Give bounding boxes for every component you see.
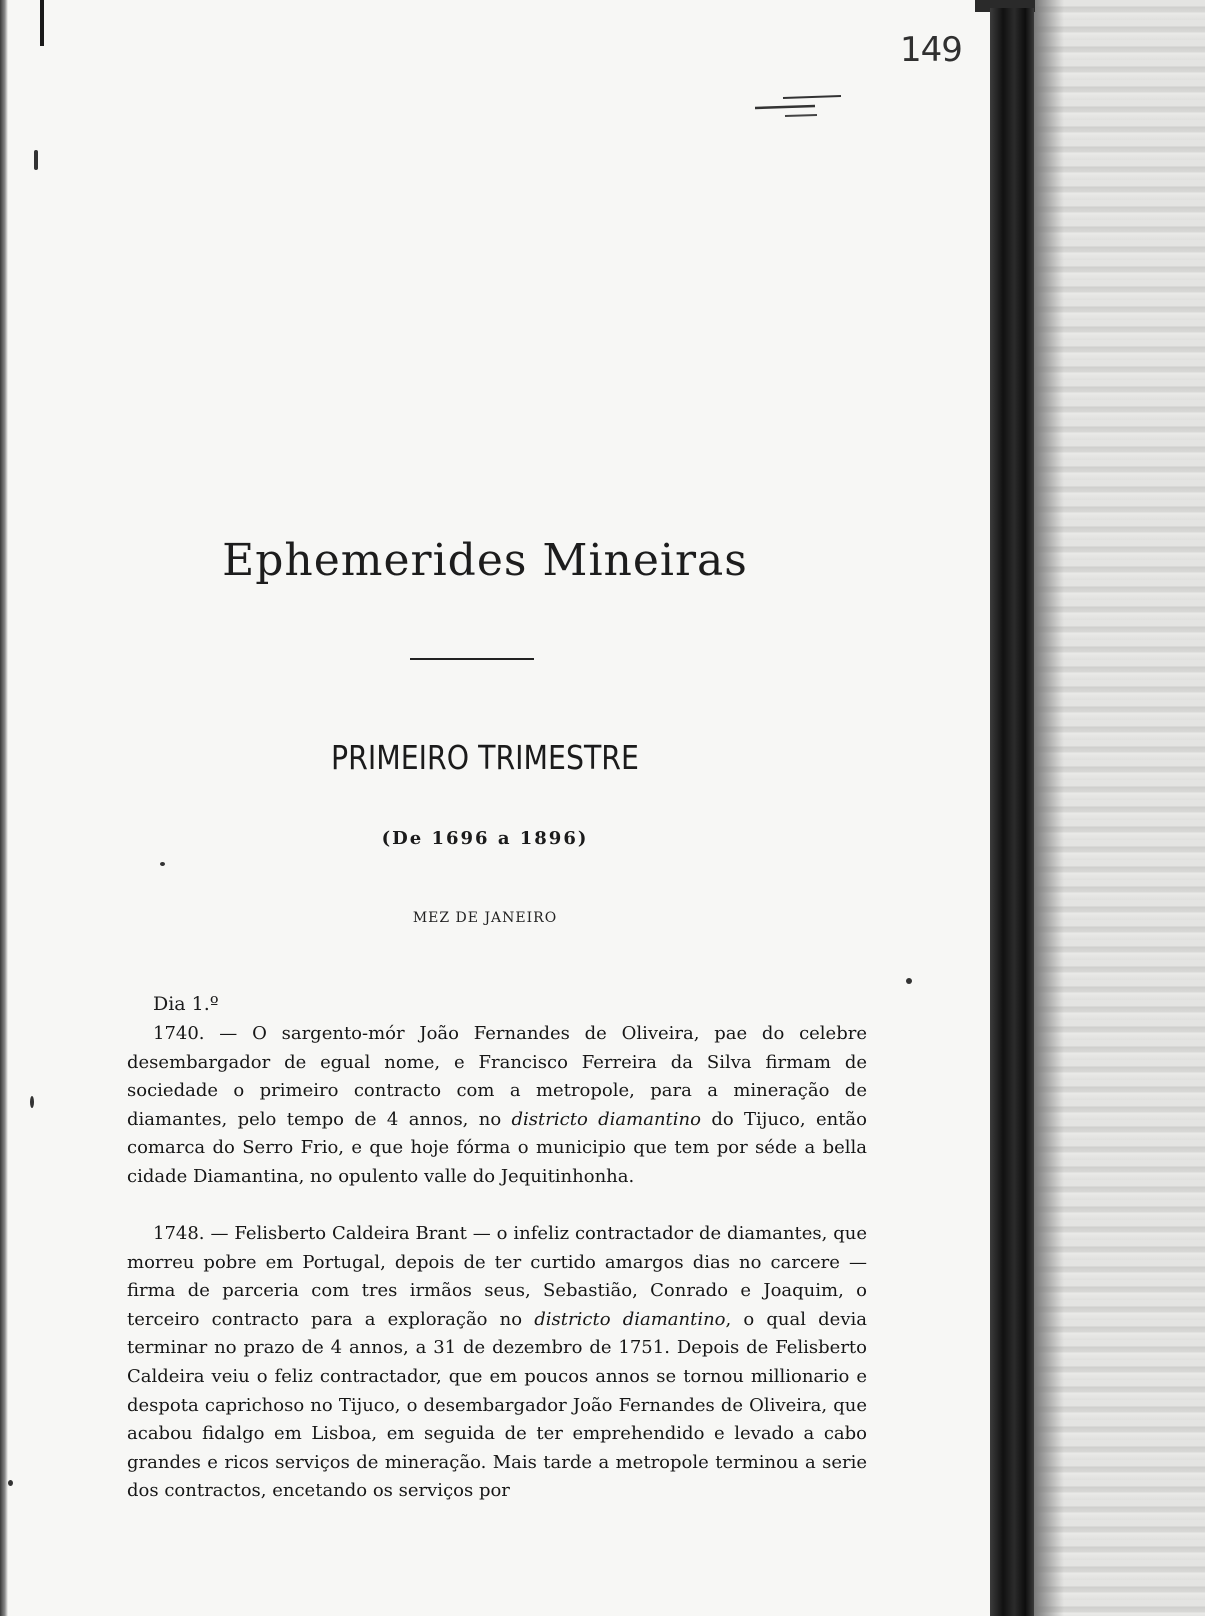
entry-paragraph [127,1220,867,1506]
scan-speck [906,978,912,984]
scan-speck [160,862,165,866]
entry-paragraph [127,1020,867,1192]
page-binding-mark [40,0,44,46]
entry-year: 1740. [153,1023,205,1044]
adjacent-page-shadow [1034,0,1064,1616]
date-range: (De 1696 a 1896) [381,828,589,849]
book-spine [990,8,1034,1616]
section-heading: PRIMEIRO TRIMESTRE [331,738,639,777]
title-divider [410,658,534,660]
scan-speck [30,1096,34,1108]
page-left-edge [0,0,8,1616]
month-heading: MEZ DE JANEIRO [412,910,558,926]
entry-text-continued: do Tijuco, então comarca do Serro Frio, e que hoje fórma o municipio que tem por séde a bella cidade Diamantina, no opulento valle do Jequitinhonha. [127,1108,867,1187]
page-title: Ephemerides Mineiras [222,535,748,586]
entry-italic-term: districto diamantino [534,1308,726,1330]
entry-year: 1748. [153,1223,205,1244]
scan-speck [34,150,38,170]
day-heading: Dia 1.º [153,993,219,1015]
scan-speck [8,1480,13,1486]
ornament-mark [755,92,845,122]
entry-italic-term: districto diamantino [511,1108,701,1130]
entry-text-continued: , o qual devia terminar no prazo de 4 annos, a 31 de dezembro de 1751. Depois de Felisberto Caldeira veiu o feliz contractador, que em poucos annos se tornou millionario e despota caprichoso no Tijuco, o desembargador João Fernandes de Oliveira, que acabou fidalgo em Lisboa, em seguida de ter emprehendido e levado a cabo grandes e ricos serviços de mineração. Mais tarde a metropole terminou a serie dos contractos, encetando os serviços por [127,1308,867,1502]
page-number: 149 [900,30,962,70]
entry-text: — O sargento-mór João Fernandes de Oliveira, pae do celebre desembargador de egual nome, e Francisco Ferreira da Silva firmam de sociedade o primeiro contracto com a metropole, para a mineração de diamantes, pelo tempo de 4 annos, no [127,1023,867,1130]
entry-text: — Felisberto Caldeira Brant — o infeliz contractador de diamantes, que morreu pobre em Portugal, depois de ter curtido amargos dias no carcere — firma de parceria com tres irmãos seus, Sebastião, Conrado e Joaquim, o terceiro contracto para a exploração no [127,1223,867,1330]
